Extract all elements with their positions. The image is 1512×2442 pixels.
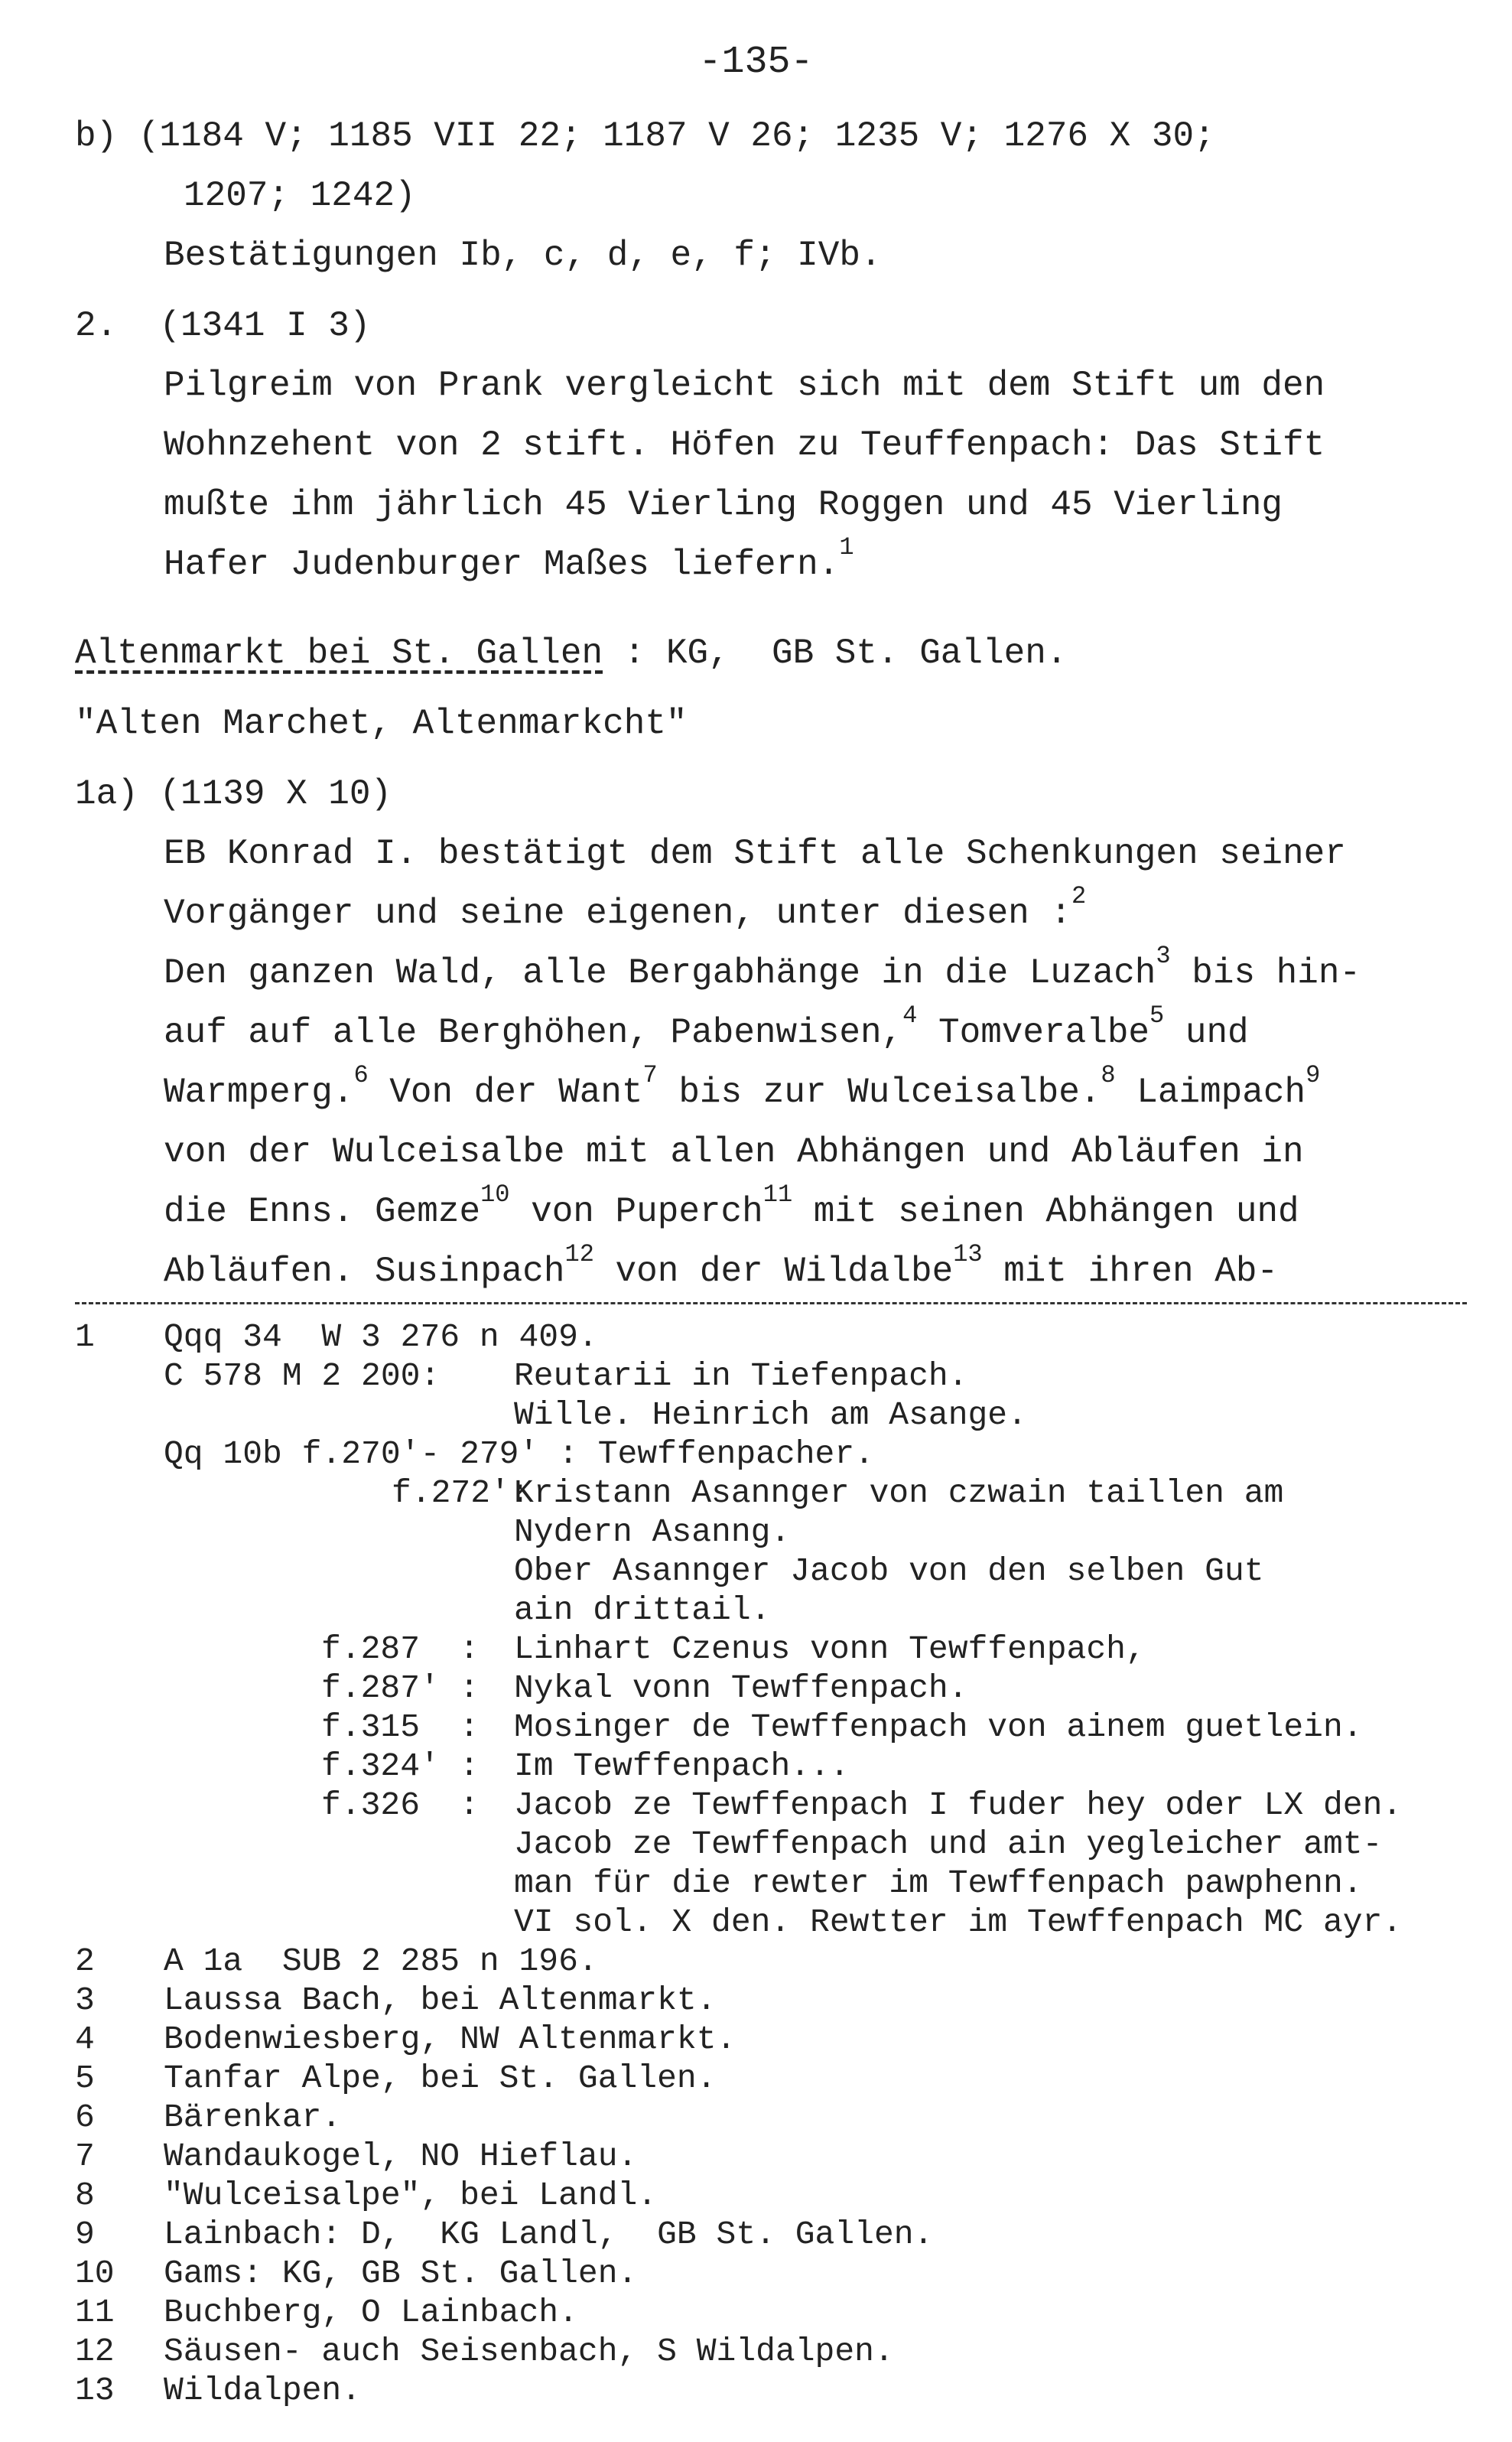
footnote-1-line: Wille. Heinrich am Asange. [514,1396,1027,1434]
footnote-ref-9: 9 [1306,1061,1321,1089]
footnote-1-line: f.326 : Jacob ze Tewffenpach I fuder hey oder LX den. [321,1786,1403,1824]
footnote-1-line: ain drittail. [514,1591,771,1629]
entry-1a-line-1: EB Konrad I. bestätigt dem Stift alle Schenkungen seiner [164,834,1346,874]
footnote-1-line: C 578 M 2 200: Reutarii in Tiefenpach. [164,1357,968,1395]
footnote-ref-11: 11 [763,1180,793,1209]
entry-1a-line-2: Vorgänger und seine eigenen, unter diesen :$^2$ [164,882,1087,933]
footnote-1-line: Ober Asannger Jacob von den selben Gut [514,1552,1264,1590]
footnote-1-line: f.287 : Linhart Czenus vonn Tewffenpach, [321,1630,1146,1668]
footnote-1-line: f.287' : Nykal vonn Tewffenpach. [321,1669,968,1707]
footnote-1: 1 Qqq 34 W 3 276 n 409. [75,1318,598,1356]
page-number: -135- [698,41,814,84]
footnotes [75,1317,1497,2410]
footnote-12: 12 Säusen- auch Seisenbach, S Wildalpen. [75,2333,894,2370]
footnote-number: 1 [75,1318,95,1356]
entry-2-line-1: Pilgreim von Prank vergleicht sich mit dem Stift um den [164,366,1325,405]
footnote-3: 3 Laussa Bach, bei Altenmarkt. [75,1981,717,2019]
main-text [75,115,1497,1310]
place-name: Altenmarkt bei St. Gallen [75,633,603,673]
entry-b-dates-cont: 1207; 1242) [184,176,416,216]
place-historic-names: "Alten Marchet, Altenmarkcht" [75,704,688,744]
footnote-separator [75,1302,1467,1304]
footnote-ref-1: 1 [839,533,854,562]
footnote-ref-10: 10 [480,1180,510,1209]
footnote-ref-8: 8 [1101,1061,1116,1089]
entry-b-confirmations: Bestätigungen Ib, c, d, e, f; IVb. [164,236,882,275]
footnote-1-line: Jacob ze Tewffenpach und ain yegleicher amt- [514,1825,1383,1863]
entry-1a [75,773,1497,832]
footnote-ref-2: 2 [1071,882,1087,910]
footnote-6: 6 Bärenkar. [75,2098,342,2136]
footnote-1-line: VI sol. X den. Rewtter im Tewffenpach MC ayr. [514,1903,1403,1941]
footnote-1-line: f.272': Kristann Asannger von czwain taillen am [392,1474,1284,1512]
footnote-ref-7: 7 [642,1061,658,1089]
footnote-1-line: Qq 10b f.270'- 279' : Tewffenpacher. [164,1435,874,1473]
footnote-ref-6: 6 [353,1061,369,1089]
entry-b [75,115,1497,174]
footnote-1-line: man für die rewter im Tewffenpach pawphenn. [514,1864,1363,1902]
entry-1a-label: 1a) [75,774,138,814]
footnote-11: 11 Buchberg, O Lainbach. [75,2294,578,2331]
entry-2-line-3: mußte ihm jährlich 45 Vierling Roggen und 45 Vierling [164,485,1283,525]
place-heading [75,632,1497,692]
footnote-4: 4 Bodenwiesberg, NW Altenmarkt. [75,2020,736,2058]
footnote-10: 10 Gams: KG, GB St. Gallen. [75,2255,638,2292]
entry-1a-line-7: die Enns. Gemze$^{10}$ von Puperch$^{11}$ mit seinen Abhängen und [164,1180,1299,1232]
footnote-13: 13 Wildalpen. [75,2372,362,2409]
entry-1a-line-3: Den ganzen Wald, alle Bergabhänge in die Luzach$^3$ bis hin- [164,942,1361,993]
entry-b-label: b) [75,116,118,156]
entry-1a-line-5: Warmperg.$^6$ Von der Want$^7$ bis zur Wulceisalbe.$^8$ Laimpach$^9$ [164,1061,1321,1112]
entry-2 [75,304,1497,364]
footnote-ref-5: 5 [1149,1001,1165,1030]
entry-1a-line-4: auf auf alle Berghöhen, Pabenwisen,$^4$ Tomveralbe$^5$ und [164,1001,1249,1053]
entry-2-line-2: Wohnzehent von 2 stift. Höfen zu Teuffenpach: Das Stift [164,425,1325,465]
footnote-9: 9 Lainbach: D, KG Landl, GB St. Gallen. [75,2216,934,2253]
footnote-1-line: f.315 : Mosinger de Tewffenpach von ainem guetlein. [321,1708,1363,1746]
footnote-ref-12: 12 [564,1240,594,1268]
entry-1a-line-6: von der Wulceisalbe mit allen Abhängen und Abläufen in [164,1132,1304,1172]
entry-b-dates: (1184 V; 1185 VII 22; 1187 V 26; 1235 V; 1276 X 30; [138,116,1215,156]
footnote-7: 7 Wandaukogel, NO Hieflau. [75,2138,638,2175]
footnote-1-line: Nydern Asanng. [514,1513,791,1551]
entry-2-date: (1341 I 3) [159,306,371,346]
footnote-ref-4: 4 [902,1001,918,1030]
entry-1a-date: (1139 X 10) [159,774,392,814]
place-admin: : KG, GB St. Gallen. [603,633,1068,673]
entry-2-line-4: Hafer Judenburger Maßes liefern.$^1$ [164,533,854,584]
footnote-8: 8 "Wulceisalpe", bei Landl. [75,2177,658,2214]
footnote-1-line: f.324' : Im Tewffenpach... [321,1747,850,1785]
footnote-ref-13: 13 [953,1240,983,1268]
footnote-5: 5 Tanfar Alpe, bei St. Gallen. [75,2059,717,2097]
entry-1a-line-8: Abläufen. Susinpach$^{12}$ von der Wildalbe$^{13}$ mit ihren Ab- [164,1240,1279,1291]
footnote-ref-3: 3 [1156,942,1171,970]
entry-2-label: 2. [75,306,118,346]
footnote-2: 2 A 1a SUB 2 285 n 196. [75,1942,598,1980]
